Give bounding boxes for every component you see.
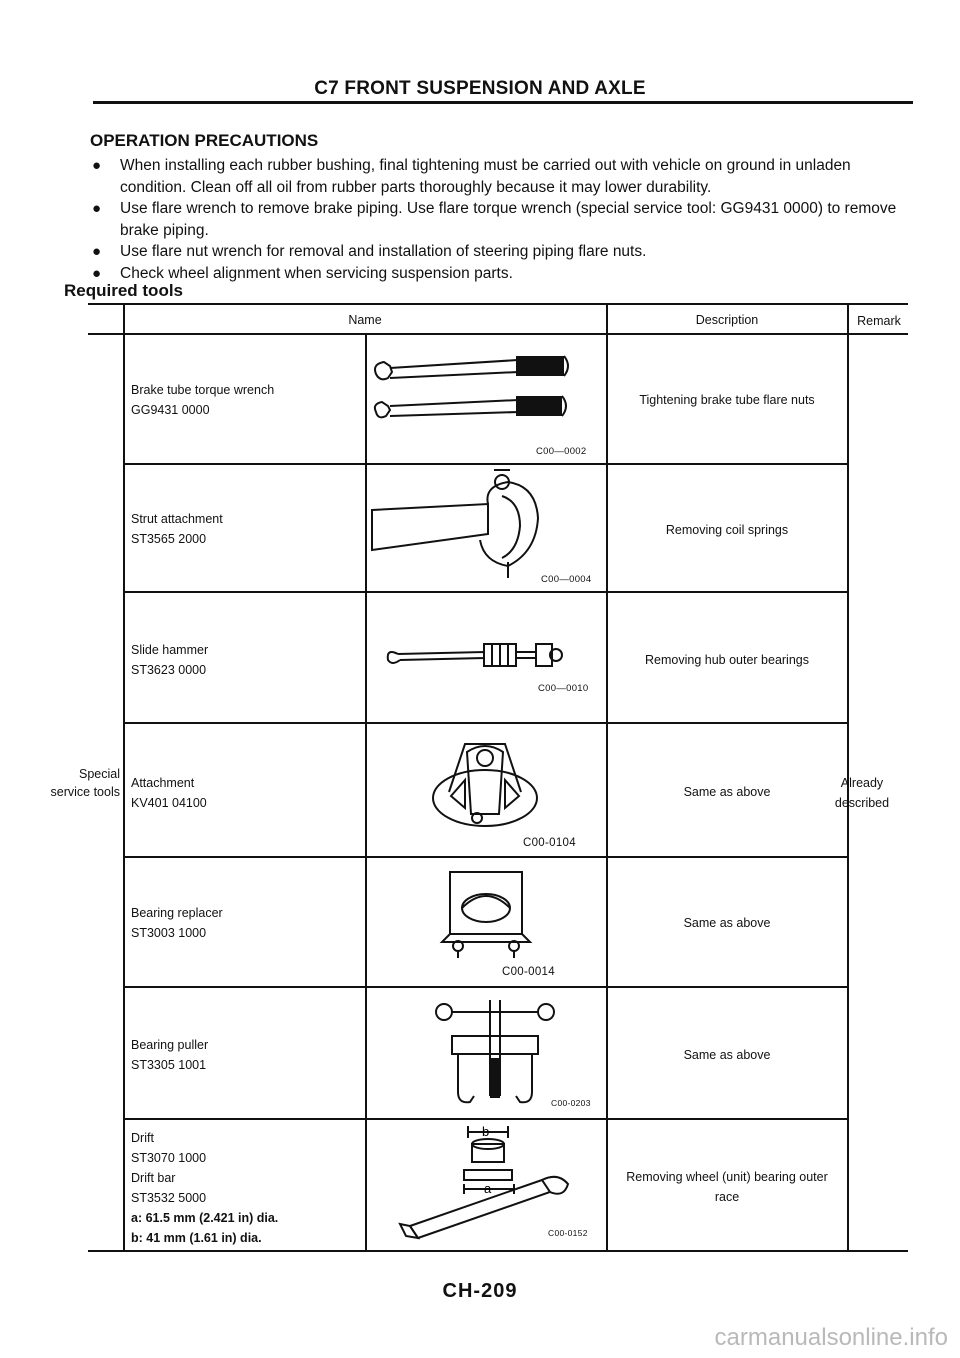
page-header-title: C7 FRONT SUSPENSION AND AXLE	[314, 78, 646, 99]
tool-description: Same as above	[683, 785, 771, 799]
tool-name: Strut attachment	[131, 512, 223, 526]
tool-description: Removing wheel (unit) bearing outer race	[626, 1170, 828, 1204]
attachment-illustration	[425, 728, 545, 833]
table-header-rule	[88, 333, 908, 335]
tool-name-cell	[131, 509, 223, 549]
tool-description: Removing coil springs	[665, 523, 789, 537]
figure-code: C00—0002	[536, 446, 587, 457]
tool-name-cell	[131, 1128, 278, 1248]
slide-hammer-illustration	[368, 630, 604, 680]
section-title: OPERATION PRECAUTIONS	[90, 131, 319, 150]
tool-description: Tightening brake tube flare nuts	[639, 393, 815, 407]
dimension-label-b: b	[482, 1124, 490, 1139]
strut-attachment-illustration	[368, 468, 604, 586]
col-divider	[606, 304, 608, 1251]
group-label-special-service-tools: Special service tools	[50, 767, 120, 799]
figure-code: C00—0010	[538, 683, 589, 694]
tool-name: Bearing replacer	[131, 906, 223, 920]
tool-name: Drift	[131, 1131, 154, 1145]
column-header-description: Description	[695, 313, 759, 327]
tool-part-number: GG9431 0000	[131, 403, 210, 417]
row-divider	[124, 463, 848, 465]
figure-code: C00-0104	[523, 837, 576, 849]
required-tools-title: Required tools	[64, 281, 184, 300]
tool-name-cell	[131, 640, 208, 680]
tool-part-number: ST3623 0000	[131, 663, 207, 677]
torque-wrench-illustration	[368, 348, 604, 444]
col-divider	[123, 304, 125, 1250]
precautions-list	[90, 155, 920, 284]
figure-code: C00-0203	[551, 1098, 591, 1108]
tool-name-cell	[131, 1035, 208, 1075]
row-divider	[124, 1118, 848, 1120]
figure-code: C00—0004	[541, 574, 592, 585]
list-item: ● Check wheel alignment when servicing suspension parts.	[92, 264, 513, 282]
tool-part-number: ST3565 2000	[131, 532, 207, 546]
figure-code: C00-0152	[548, 1228, 588, 1238]
tool-part-number: KV401 04100	[131, 796, 207, 810]
tool-part-number: ST3305 1001	[131, 1058, 207, 1072]
tool-name-cell	[131, 903, 223, 943]
list-item: ● When installing each rubber bushing, final tightening must be carried out with vehicle on ground in unladen condition. Clean off all oil from rubber parts thoroughly because it may lower durability.	[92, 157, 851, 196]
tool-description: Same as above	[683, 916, 771, 930]
table-top-rule	[88, 303, 908, 305]
page-number: CH-209	[442, 1280, 518, 1302]
list-item: ● Use flare wrench to remove brake piping. Use flare torque wrench (special service tool: GG9431 0000) to remove brake piping.	[92, 200, 897, 239]
column-header-name: Name	[348, 313, 382, 327]
figure-code: C00-0014	[502, 966, 555, 978]
tool-description: Removing hub outer bearings	[645, 653, 809, 667]
tool-name: Slide hammer	[131, 643, 209, 657]
dimension-a: a: 61.5 mm (2.421 in) dia.	[131, 1211, 279, 1225]
watermark: carmanualsonline.info	[714, 1324, 948, 1351]
bearing-replacer-illustration	[436, 862, 536, 960]
row-divider	[124, 856, 848, 858]
row-divider	[124, 722, 848, 724]
tool-name: Bearing puller	[131, 1038, 209, 1052]
tool-name-cell	[131, 380, 274, 420]
header-rule	[93, 101, 913, 104]
dimension-b: b: 41 mm (1.61 in) dia.	[131, 1231, 262, 1245]
bearing-puller-illustration	[430, 992, 560, 1112]
tool-name-cell	[131, 773, 207, 813]
tool-part-number: ST3532 5000	[131, 1191, 207, 1205]
row-divider	[124, 591, 848, 593]
tool-name: Drift bar	[131, 1171, 176, 1185]
remark-already-described: Already described	[834, 776, 890, 810]
col-divider	[365, 333, 367, 1251]
column-header-remark: Remark	[857, 314, 901, 328]
tool-name: Brake tube torque wrench	[131, 383, 275, 397]
dimension-label-a: a	[484, 1181, 492, 1196]
row-divider	[124, 986, 848, 988]
table-bottom-rule	[88, 1250, 908, 1252]
tool-part-number: ST3003 1000	[131, 926, 207, 940]
list-item: ● Use flare nut wrench for removal and installation of steering piping flare nuts.	[92, 243, 647, 260]
tool-part-number: ST3070 1000	[131, 1151, 207, 1165]
tool-description: Same as above	[683, 1048, 771, 1062]
tool-name: Attachment	[131, 776, 195, 790]
